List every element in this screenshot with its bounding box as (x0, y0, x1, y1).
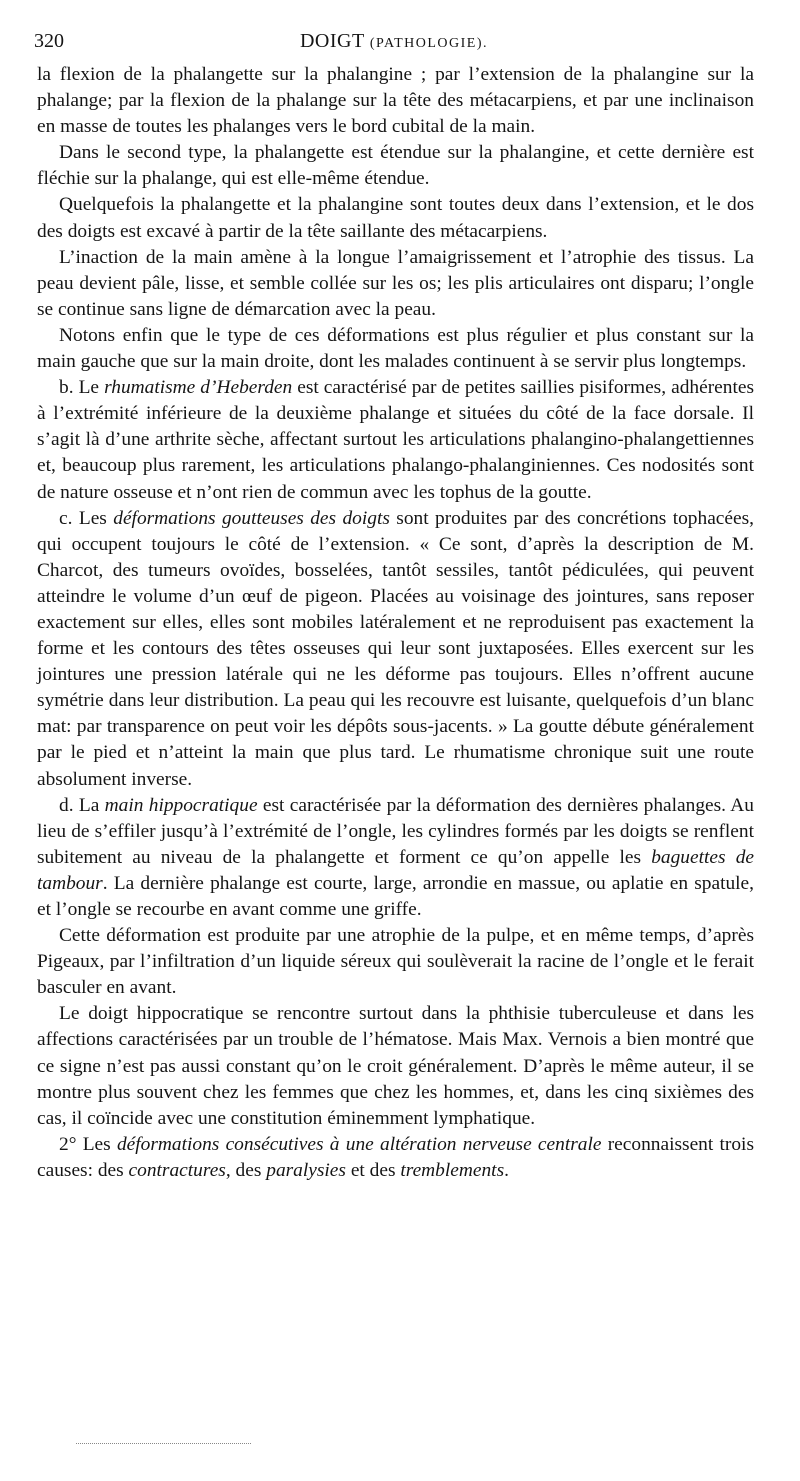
running-title (34, 30, 754, 53)
paragraph-text: b. Le (59, 377, 105, 399)
paragraph-text: c. Les (59, 507, 114, 529)
paragraph-text: d. La (59, 794, 105, 816)
footer-rule (76, 1443, 251, 1444)
italic-term: déformations goutteuses des doigts (113, 507, 390, 529)
paragraph-text: Quelquefois la phalangette et la phalangine sont toutes deux dans l’extension, et le dos des doigts est excavé à partir de la tête saillante des métacarpiens. (37, 194, 754, 242)
body-text (37, 62, 754, 1184)
running-header (34, 30, 754, 60)
paragraph (37, 323, 754, 375)
paragraph-text: est caractérisée par la déformation des dernières phalanges. Au lieu de s’effiler jusqu’à l’extrémité de l’ongle, les cylindres formés par les doigts se renflent subitement au niveau de la phalangette et forment ce qu’on appelle les (37, 794, 754, 868)
italic-term: main hippocratique (104, 794, 258, 816)
paragraph-text: . La dernière phalange est courte, large, arrondie en massue, ou aplatie en spatule, et l’ongle se recourbe en avant comme une griffe. (37, 872, 754, 920)
paragraph-text: Notons enfin que le type de ces déformations est plus régulier et plus constant sur la main gauche que sur la main droite, dont les malades continuent à se servir plus longtemps. (37, 324, 754, 373)
italic-term: contractures (128, 1159, 226, 1181)
italic-term: tremblements (400, 1159, 505, 1181)
paragraph (37, 62, 754, 140)
paragraph-text: Cette déformation est produite par une atrophie de la pulpe, et en même temps, d’après Pigeaux, par l’infiltration d’un liquide séreux qui soulèverait la racine de l’ongle et le ferait basculer en avant. (37, 925, 754, 999)
paragraph-heberden (37, 375, 754, 505)
paragraph-text: , des (225, 1159, 267, 1181)
paragraph-text: la flexion de la phalangette sur la phalangine ; par l’extension de la phalangine sur la phalange; par la flexion de la phalange sur la tête des métacarpiens, et par une inclinaison en masse de toutes les phalanges vers le bord cubital de la main. (37, 64, 754, 138)
paragraph (37, 245, 754, 323)
paragraph-nerveuse (37, 1132, 754, 1184)
paragraph-text: 2° Les (59, 1133, 117, 1155)
italic-term: baguettes de tambour (37, 846, 754, 894)
italic-term: rhumatisme d’Heberden (104, 377, 293, 399)
paragraph-text: sont produites par des concrétions tophacées, qui occupent toujours le côté de l’extension. « Ce sont, d’après la description de M. Charcot, des tumeurs ovoïdes, bosselées, tantôt sessiles, tantôt pédiculées, qui peuvent atteindre le volume d’un œuf de pigeon. Placées au voisinage des jointures, sans reposer exactement sur elles, elles sont mobiles latéralement et ne reproduisent pas exactement la forme et les contours des têtes osseuses qui leur sont juxtaposées. Elles exercent sur les jointures une pression latérale qui ne les déforme pas toujours. Elles n’offrent aucune symétrie dans leur distribution. La peau qui les recouvre est luisante, quelquefois d’un blanc mat: par transparence on peut voir les dépôts sous-jacents. » La goutte débute généralement par le pied et n’atteint la main que plus tard. Le rhumatisme chronique suit une route absolument inverse. (37, 507, 755, 790)
italic-term: paralysies (266, 1159, 346, 1181)
italic-term: déformations consécutives à une altération nerveuse centrale (116, 1133, 602, 1155)
paragraph-text: Le doigt hippocratique se rencontre surtout dans la phthisie tuberculeuse et dans les affections caractérisées par un trouble de l’hématose. Mais Max. Vernois a bien montré que ce signe n’est pas aussi constant qu’on le croit généralement. D’après le même auteur, il se montre plus souvent chez les femmes que chez les hommes, et, dans les cinq sixièmes des cas, il coïncide avec une constitution éminemment lymphatique. (37, 1003, 754, 1129)
running-title-subtitle: (PATHOLOGIE). (369, 36, 488, 51)
page-number: 320 (34, 30, 64, 52)
paragraph (37, 1001, 754, 1131)
paragraph-text: reconnaissent trois causes: des (37, 1133, 754, 1181)
paragraph-hippocratique (37, 793, 754, 923)
paragraph (37, 140, 754, 192)
running-title-main: DOIGT (299, 30, 365, 52)
paragraph-text: et des (345, 1159, 401, 1181)
paragraph (37, 923, 754, 1001)
paragraph (37, 192, 754, 244)
paragraph-text: Dans le second type, la phalangette est étendue sur la phalangine, et cette dernière est fléchie sur la phalange, qui est elle-même étendue. (37, 142, 754, 190)
paragraph-text: . (504, 1159, 509, 1181)
paragraph-text: est caractérisé par de petites saillies pisiformes, adhérentes à l’extrémité inférieure de la deuxième phalange et situées du côté de la face dorsale. Il s’agit là d’une arthrite sèche, affectant surtout les articulations phalangino-phalangettiennes et, beaucoup plus rarement, les articulations phalango-phalanginiennes. Ces nodosités sont de nature osseuse et n’ont rien de commun avec les tophus de la goutte. (37, 377, 754, 503)
paragraph-text: L’inaction de la main amène à la longue l’amaigrissement et l’atrophie des tissus. La peau devient pâle, lisse, et semble collée sur les os; les plis articulaires ont disparu; l’ongle se continue sans ligne de démarcation avec la peau. (37, 246, 754, 320)
paragraph-goutte (37, 506, 754, 793)
